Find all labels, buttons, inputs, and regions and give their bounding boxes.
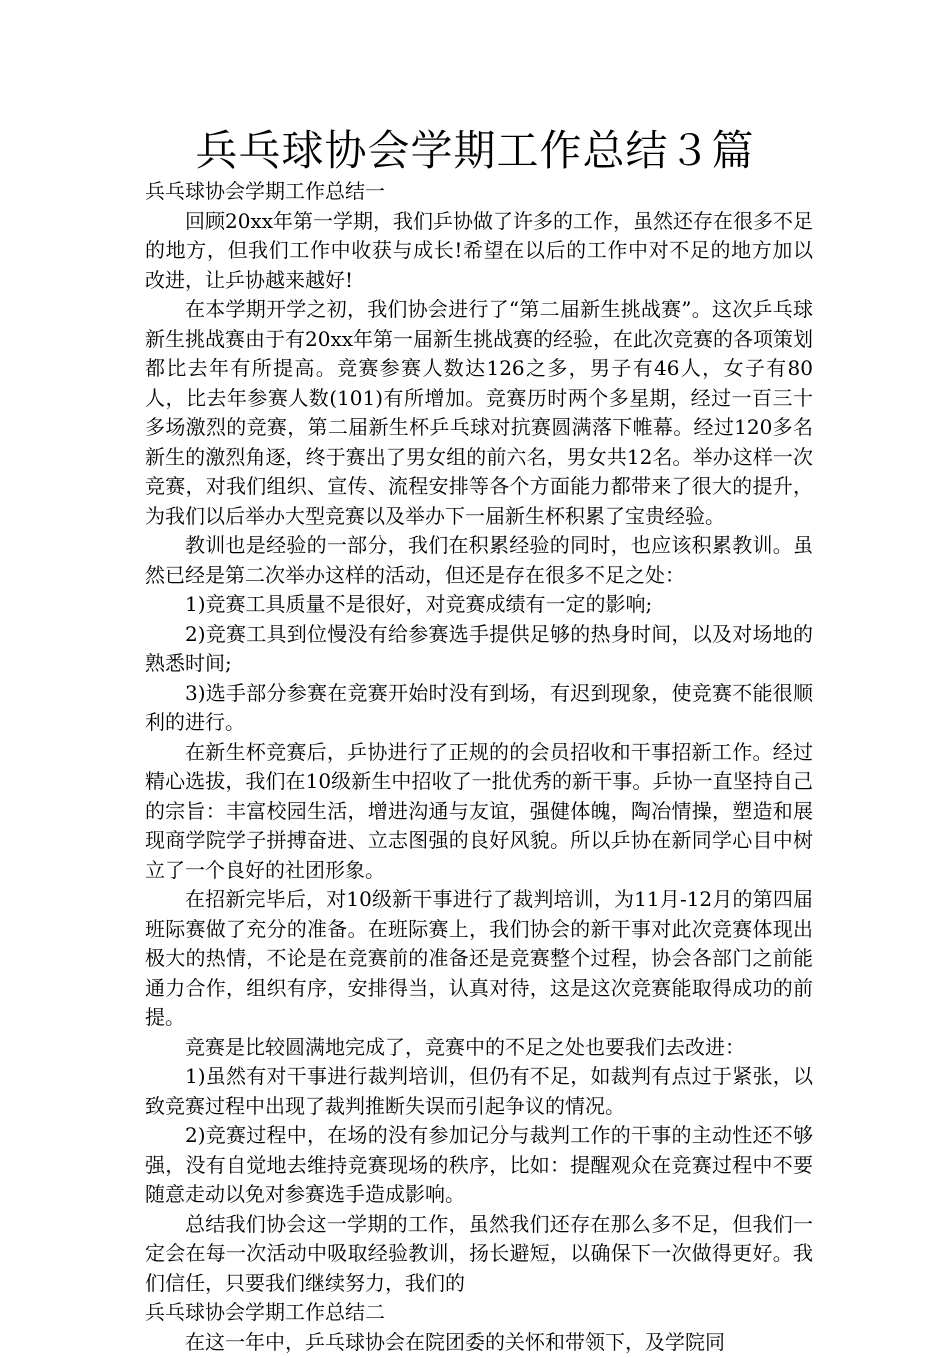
paragraph: 教训也是经验的一部分，我们在积累经验的同时，也应该积累教训。虽然已经是第二次举办这样的活动，但还是存在很多不足之处：: [145, 531, 813, 590]
list-item: 1)竞赛工具质量不是很好，对竞赛成绩有一定的影响;: [145, 590, 813, 620]
paragraph: 在本学期开学之初，我们协会进行了“第二届新生挑战赛”。这次乒乓球新生挑战赛由于有20xx年第一届新生挑战赛的经验，在此次竞赛的各项策划都比去年有所提高。竞赛参赛人数达126之多，男子有46人，女子有80人，比去年参赛人数(101)有所增加。竞赛历时两个多星期，经过一百三十多场激烈的竞赛，第二届新生杯乒乓球对抗赛圆满落下帷幕。经过120多名新生的激烈角逐，终于赛出了男女组的前六名，男女共12名。举办这样一次竞赛，对我们组织、宣传、流程安排等各个方面能力都带来了很大的提升，为我们以后举办大型竞赛以及举办下一届新生杯积累了宝贵经验。: [145, 295, 813, 531]
section-heading: 兵乓球协会学期工作总结一: [145, 177, 813, 207]
paragraph: 在招新完毕后，对10级新干事进行了裁判培训，为11月-12月的第四届班际赛做了充分的准备。在班际赛上，我们协会的新干事对此次竞赛体现出极大的热情，不论是在竞赛前的准备还是竞赛整个过程，协会各部门之前能通力合作，组织有序，安排得当，认真对待，这是这次竞赛能取得成功的前提。: [145, 885, 813, 1033]
document-body: [145, 177, 813, 1357]
paragraph: 在新生杯竞赛后，乒协进行了正规的的会员招收和干事招新工作。经过精心选拔，我们在10级新生中招收了一批优秀的新干事。乒协一直坚持自己的宗旨：丰富校园生活，增进沟通与友谊，强健体魄，陶冶情操，塑造和展现商学院学子拼搏奋进、立志图强的良好风貌。所以乒协在新同学心目中树立了一个良好的社团形象。: [145, 738, 813, 886]
list-item: 1)虽然有对干事进行裁判培训，但仍有不足，如裁判有点过于紧张，以致竞赛过程中出现了裁判推断失误而引起争议的情况。: [145, 1062, 813, 1121]
document-title: 兵乓球协会学期工作总结３篇: [0, 126, 950, 176]
paragraph: 在这一年中，乒乓球协会在院团委的关怀和带领下，及学院同: [145, 1328, 813, 1357]
paragraph: 总结我们协会这一学期的工作，虽然我们还存在那么多不足，但我们一定会在每一次活动中吸取经验教训，扬长避短，以确保下一次做得更好。我们信任，只要我们继续努力，我们的: [145, 1210, 813, 1299]
section-heading: 兵乓球协会学期工作总结二: [145, 1298, 813, 1328]
paragraph: 竞赛是比较圆满地完成了，竞赛中的不足之处也要我们去改进：: [145, 1033, 813, 1063]
paragraph: 回顾20xx年第一学期，我们乒协做了许多的工作，虽然还存在很多不足的地方，但我们工作中收获与成长!希望在以后的工作中对不足的地方加以改进，让乒协越来越好!: [145, 207, 813, 296]
list-item: 2)竞赛过程中，在场的没有参加记分与裁判工作的干事的主动性还不够强，没有自觉地去维持竞赛现场的秩序，比如：提醒观众在竞赛过程中不要随意走动以免对参赛选手造成影响。: [145, 1121, 813, 1210]
list-item: 3)选手部分参赛在竞赛开始时没有到场，有迟到现象，使竞赛不能很顺利的进行。: [145, 679, 813, 738]
list-item: 2)竞赛工具到位慢没有给参赛选手提供足够的热身时间，以及对场地的熟悉时间;: [145, 620, 813, 679]
